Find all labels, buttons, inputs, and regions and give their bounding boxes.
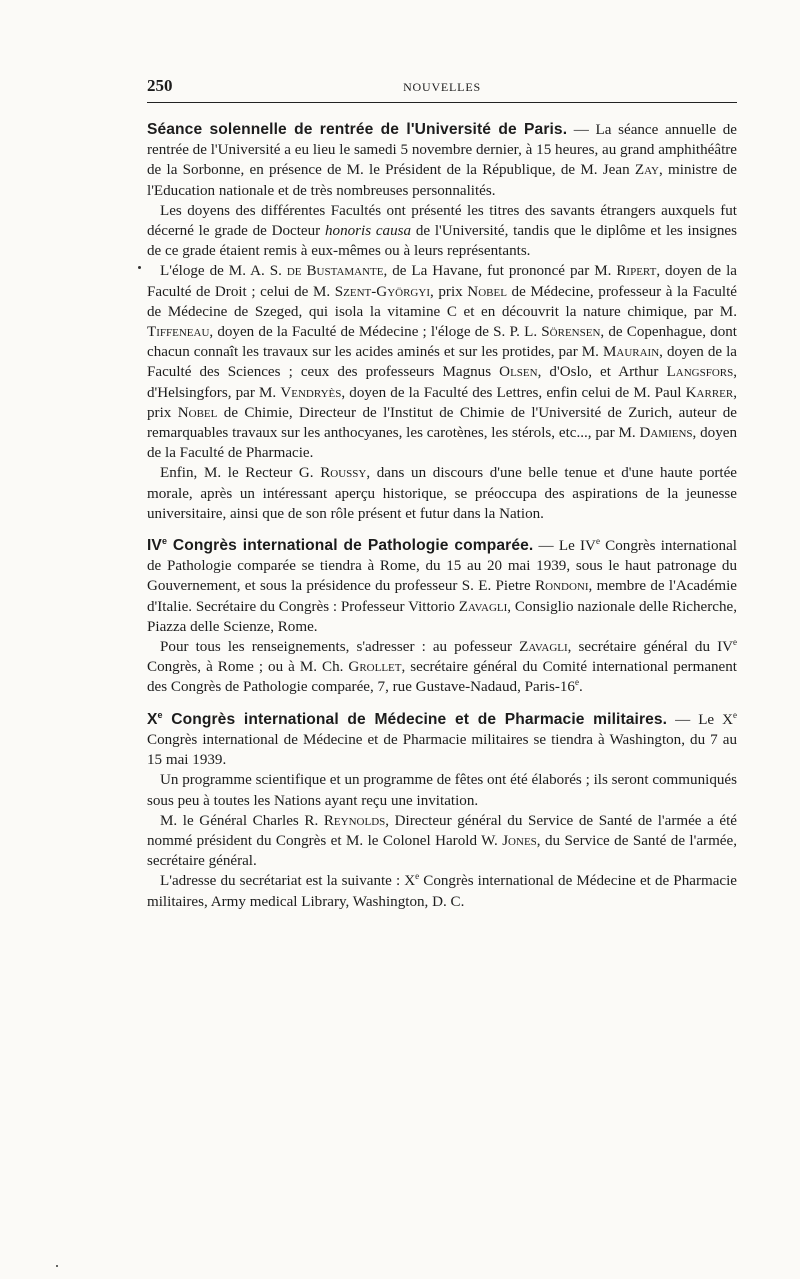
scan-speck — [56, 1265, 58, 1267]
section-military-congress-p1: Xe Congrès international de Médecine et de Pharmacie militaires. — Le Xe Congrès international de Médecine et de Pharmacie militaires se tiendra à Washington, du 7 au 15 mai 1939. — [147, 709, 738, 769]
section-university-paris-p4: Enfin, M. le Recteur G. Roussy, dans un discours d'une belle tenue et d'une haute portée morale, après un intéressant aperçu historique, se préoccupa des aspirations de la jeunesse universitaire, ainsi que de son rôle présent et futur dans la Nation. — [147, 465, 737, 522]
section-divider — [147, 698, 737, 710]
page-number: 250 — [147, 76, 173, 95]
section-pathology-congress-p1: IVe Congrès international de Pathologie comparée. — Le IVe Congrès international de Pathologie comparée se tiendra à Rome, du 15 au 20 mai 1939, sous le haut patronage du Gouvernement, et sous la présidence du professeur S. E. Pietre Rondoni, membre de l'Académie d'Italie. Secrétaire du Congrès : Professeur Vittorio Zavagli, Consiglio nazionale delle Richerche, Piazza delle Scienze, Rome. — [147, 535, 738, 635]
section-university-paris-p2: Les doyens des différentes Facultés ont présenté les titres des savants étrangers auxquels fut décerné le grade de Docteur honoris causa de l'Université, tandis que le diplôme et les insignes de ce grade étaient remis à eux-mêmes ou à leurs représentants. — [147, 202, 738, 260]
section-heading-university-paris: Séance solennelle de rentrée de l'Université de Paris. — [147, 121, 568, 138]
page-body — [147, 120, 737, 912]
section-military-congress-p2: Un programme scientifique et un programme de fêtes ont été élaborés ; ils seront communiqués sous peu à toutes les Nations ayant reçu une invitation. — [147, 772, 737, 809]
section-military-congress-p4: L'adresse du secrétariat est la suivante : Xe Congrès international de Médecine et de Pharmacie militaires, Army medical Library, Washington, D. C. — [147, 871, 737, 910]
section-pathology-congress-p2: Pour tous les renseignements, s'adresser : au pofesseur Zavagli, secrétaire général du IVe Congrès, à Rome ; ou à M. Ch. Grollet, secrétaire général du Comité international permanent des Congrès de Pathologie comparée, 7, rue Gustave-Nadaud, Paris-16e. — [147, 637, 738, 696]
section-divider — [147, 524, 737, 536]
section-military-congress-p3: M. le Général Charles R. Reynolds, Directeur général du Service de Santé de l'armée a été nommé président du Congrès et M. le Colonel Harold W. Jones, du Service de Santé de l'armée, secrétaire général. — [147, 812, 737, 870]
scan-speck — [138, 266, 141, 269]
section-heading-pathology-congress: IVe Congrès international de Pathologie comparée. — [147, 535, 534, 555]
section-heading-military-congress: Xe Congrès international de Médecine et de Pharmacie militaires. — [147, 709, 668, 728]
section-university-paris-p3: L'éloge de M. A. S. de Bustamante, de La Havane, fut prononcé par M. Ripert, doyen de la Faculté de Droit ; celui de M. Szent-Györgyi, prix Nobel de Médecine, professeur à la Faculté de Médecine de Szeged, qui isola la vitamine C et en découvrit la nature chimique, par M. Tiffeneau, doyen de la Faculté de Médecine ; l'éloge de S. P. L. Sörensen, de Copenhague, dont chacun connaît les travaux sur les acides aminés et sur les protides, par M. Maurain, doyen de la Faculté des Sciences ; ceux des professeurs Magnus Olsen, d'Oslo, et Arthur Langsfors, d'Helsingfors, par M. Vendryès, doyen de la Faculté des Lettres, enfin celui de M. Paul Karrer, prix Nobel de Chimie, Directeur de l'Institut de Chimie de l'Université de Zurich, auteur de remarquables travaux sur les anthocyanes, les carotènes, les stérols, etc..., par M. Damiens, doyen de la Faculté de Pharmacie. — [147, 263, 738, 462]
page-header — [147, 72, 737, 103]
running-title: NOUVELLES — [403, 80, 481, 94]
section-university-paris-p1: Séance solennelle de rentrée de l'Université de Paris. — La séance annuelle de rentrée de l'Université a eu lieu le samedi 5 novembre dernier, à 15 heures, au grand amphithéâtre de la Sorbonne, en présence de M. le Président de la République, de M. Jean Zay, ministre de l'Education nationale et de très nombreuses personnalités. — [147, 121, 738, 199]
